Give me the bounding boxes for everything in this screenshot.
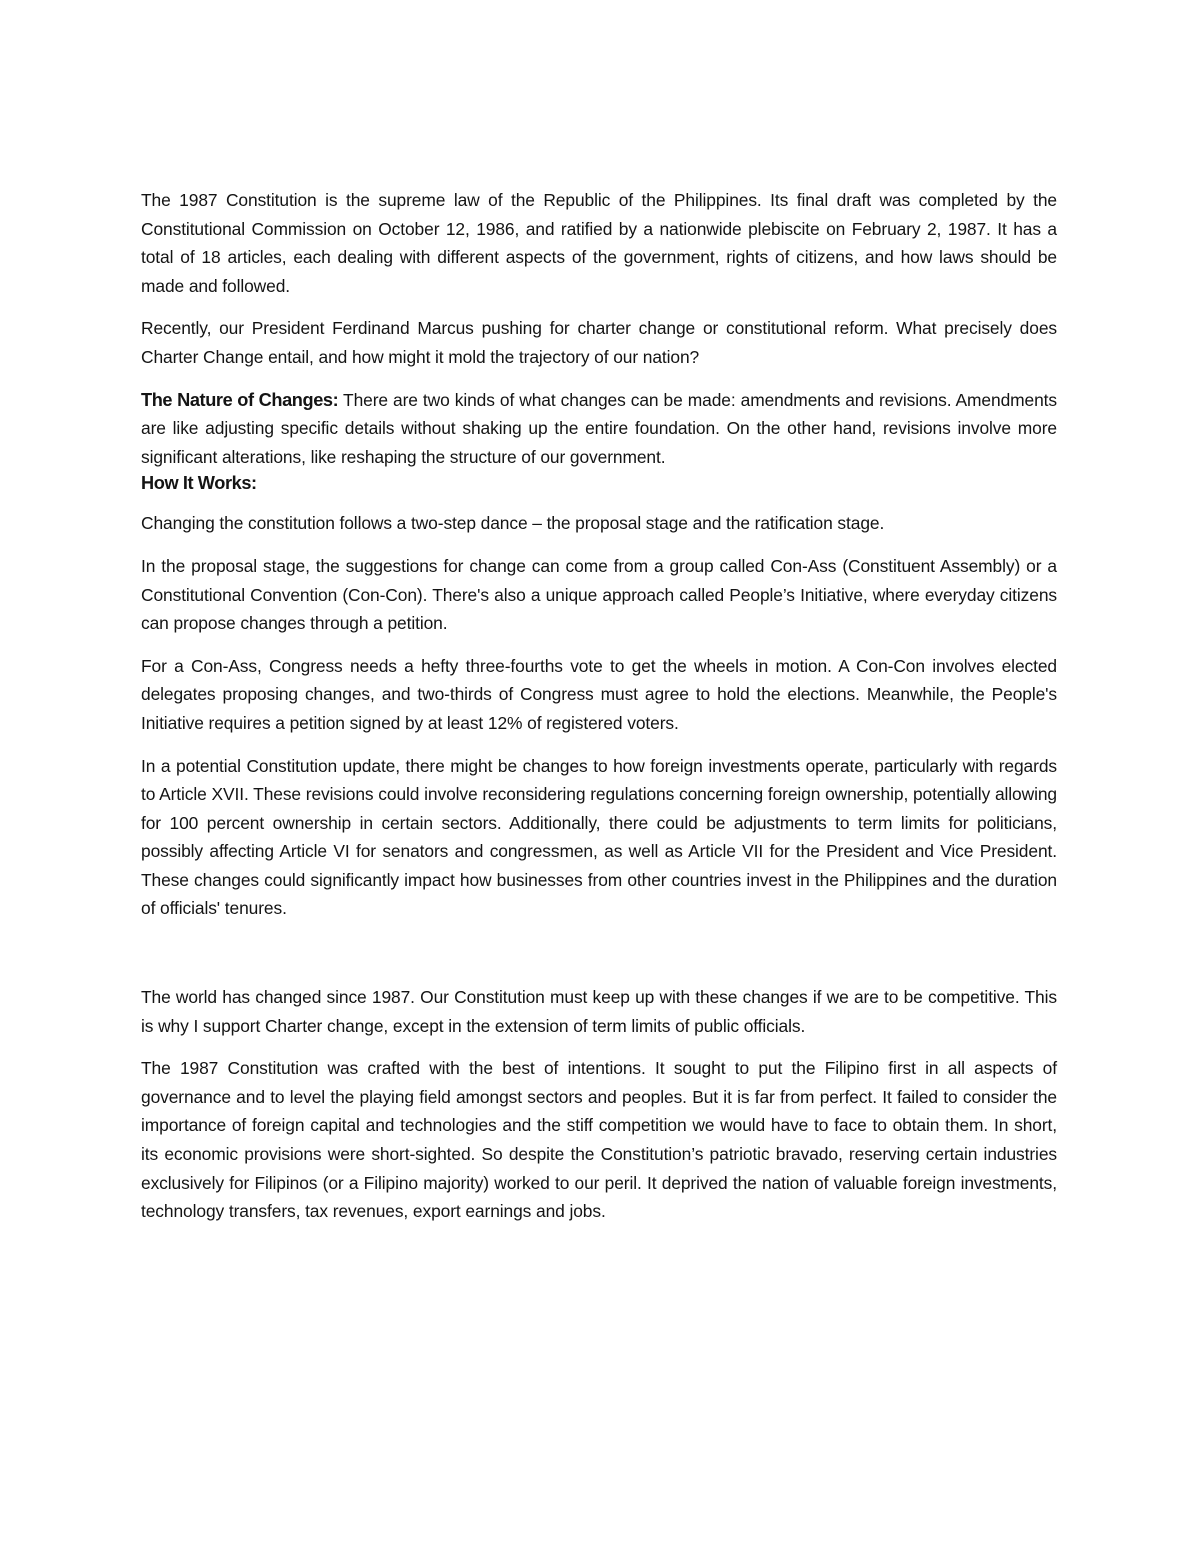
nature-of-changes-heading: The Nature of Changes: (141, 389, 339, 410)
document-page (141, 186, 1057, 1240)
proposal-stage-paragraph: In the proposal stage, the suggestions for change can come from a group called Con-Ass (Constituent Assembly) or a Constitutional Convention (Con-Con). There's also a unique approach called People’s Initiative, where everyday citizens can propose changes through a petition. (141, 555, 1057, 634)
world-changed-paragraph: The world has changed since 1987. Our Constitution must keep up with these changes if we are to be competitive. This is why I support Charter change, except in the extension of term limits of public officials. (141, 987, 1057, 1036)
nature-of-changes-text: There are two kinds of what changes can be made: amendments and revisions. Amendments are like adjusting specific details without shaking up the entire foundation. On the other hand, revisions involve more significant alterations, like reshaping the structure of our government. (141, 389, 1057, 467)
charter-change-question-paragraph: Recently, our President Ferdinand Marcus pushing for charter change or constitutional reform. What precisely does Charter Change entail, and how might it mold the trajectory of our nation? (141, 318, 1057, 367)
two-step-paragraph: Changing the constitution follows a two-step dance – the proposal stage and the ratification stage. (141, 513, 885, 534)
section-gap (141, 937, 1057, 983)
intro-paragraph: The 1987 Constitution is the supreme law of the Republic of the Philippines. Its final draft was completed by the Constitutional Commission on October 12, 1986, and ratified by a nationwide plebiscite on February 2, 1987. It has a total of 18 articles, each dealing with different aspects of the government, rights of citizens, and how laws should be made and followed. (141, 190, 1057, 296)
potential-update-paragraph: In a potential Constitution update, there might be changes to how foreign investments operate, particularly with regards to Article XVII. These revisions could involve reconsidering regulations concerning foreign ownership, potentially allowing for 100 percent ownership in certain sectors. Additionally, there could be adjustments to term limits for politicians, possibly affecting Article VI for senators and congressmen, as well as Article VII for the President and Vice President. These changes could significantly impact how businesses from other countries invest in the Philippines and the duration of officials' tenures. (141, 755, 1057, 919)
con-ass-con-con-paragraph: For a Con-Ass, Congress needs a hefty three-fourths vote to get the wheels in motion. A Con-Con involves elected delegates proposing changes, and two-thirds of Congress must agree to hold the elections. Meanwhile, the People's Initiative requires a petition signed by at least 12% of registered voters. (141, 655, 1057, 733)
how-it-works-heading: How It Works: (141, 473, 257, 494)
nature-of-changes-paragraph (141, 386, 1057, 472)
best-intentions-paragraph: The 1987 Constitution was crafted with the best of intentions. It sought to put the Filipino first in all aspects of governance and to level the playing field amongst sectors and peoples. But it is far from perfect. It failed to consider the importance of foreign capital and technologies and the stiff competition we would have to face to obtain them. In short, its economic provisions were short-sighted. So despite the Constitution’s patriotic bravado, reserving certain industries exclusively for Filipinos (or a Filipino majority) worked to our peril. It deprived the nation of valuable foreign investments, technology transfers, tax revenues, export earnings and jobs. (141, 1058, 1057, 1222)
